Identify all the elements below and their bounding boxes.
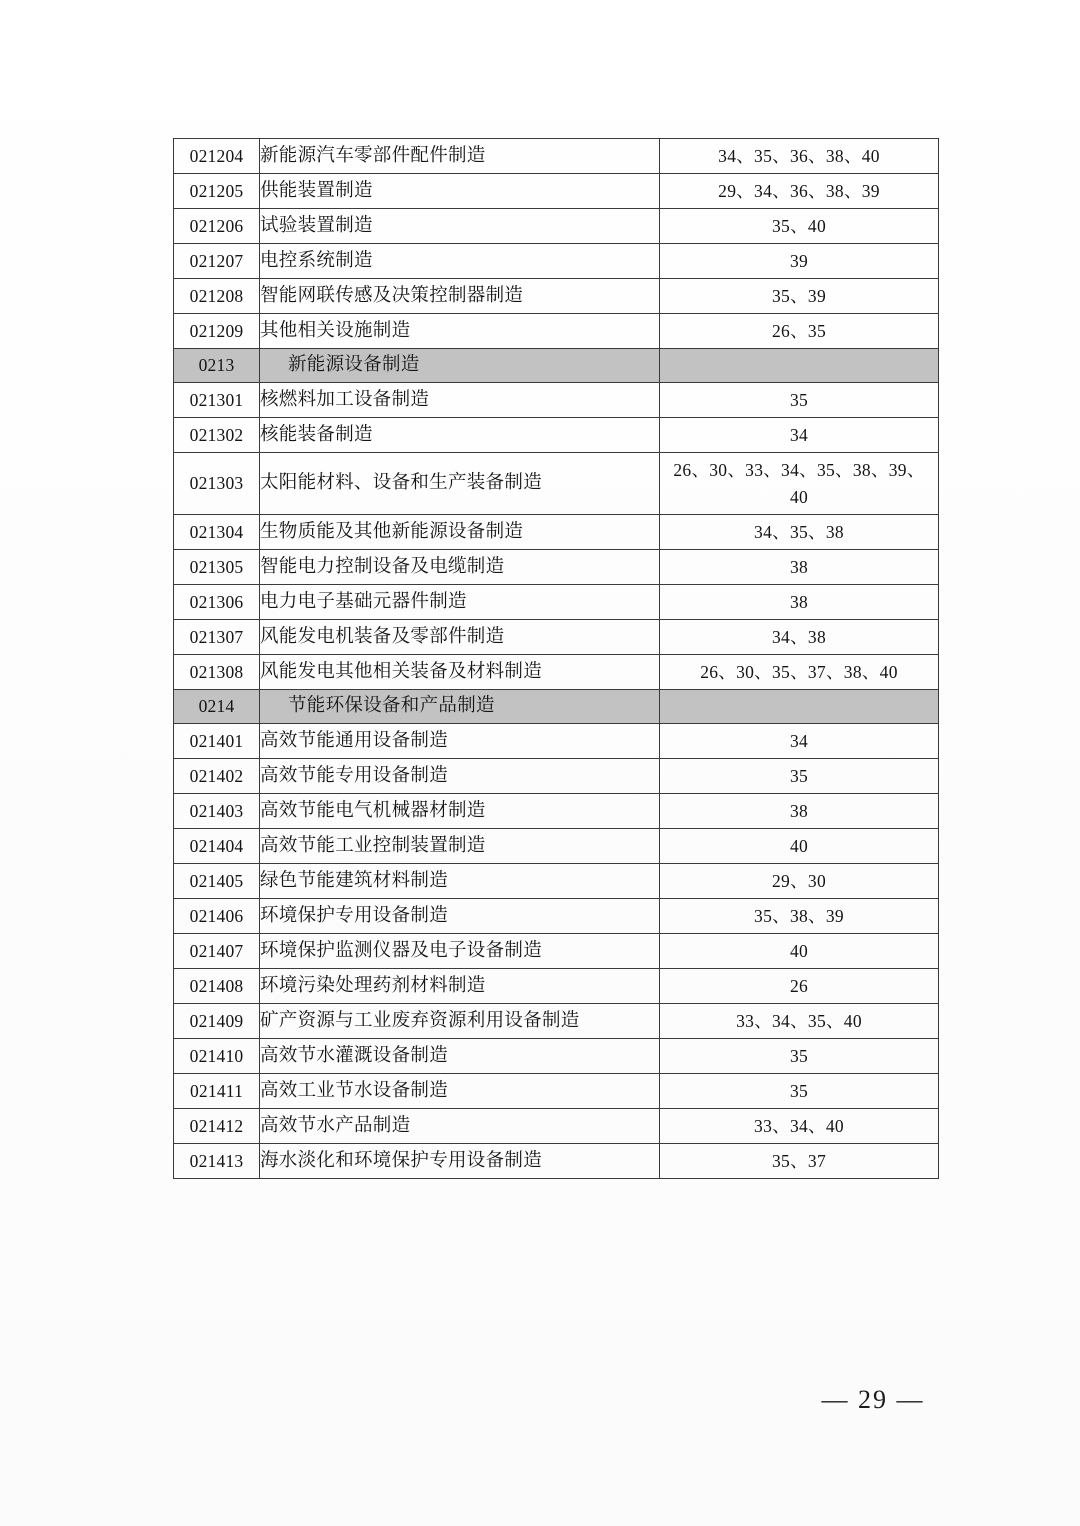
table-row (174, 209, 939, 244)
table-row (174, 1144, 939, 1179)
cell-tags: 34、35、38 (660, 515, 939, 550)
cell-tags: 35、37 (660, 1144, 939, 1179)
cell-name: 电力电子基础元器件制造 (260, 585, 660, 620)
cell-tags: 34、35、36、38、40 (660, 139, 939, 174)
cell-name: 环境污染处理药剂材料制造 (260, 969, 660, 1004)
table-row (174, 453, 939, 515)
cell-code: 021410 (174, 1039, 260, 1074)
cell-code: 021205 (174, 174, 260, 209)
page-footer (0, 1385, 1080, 1415)
cell-name: 风能发电机装备及零部件制造 (260, 620, 660, 655)
cell-code: 021207 (174, 244, 260, 279)
table-row (174, 759, 939, 794)
cell-tags: 38 (660, 585, 939, 620)
table-row (174, 550, 939, 585)
cell-code: 021307 (174, 620, 260, 655)
cell-code: 021301 (174, 383, 260, 418)
cell-code: 021305 (174, 550, 260, 585)
table-row (174, 418, 939, 453)
table-row (174, 1039, 939, 1074)
table-section-header-row (174, 349, 939, 383)
page-number-label: — 29 — (821, 1385, 925, 1414)
table-row (174, 515, 939, 550)
table-row (174, 829, 939, 864)
cell-tags: 38 (660, 794, 939, 829)
cell-tags: 40 (660, 934, 939, 969)
table-row (174, 585, 939, 620)
cell-code: 021303 (174, 453, 260, 515)
cell-tags: 35 (660, 1074, 939, 1109)
table-row (174, 934, 939, 969)
cell-code: 021302 (174, 418, 260, 453)
cell-tags: 35、38、39 (660, 899, 939, 934)
table-row (174, 139, 939, 174)
cell-code: 021204 (174, 139, 260, 174)
table-row (174, 724, 939, 759)
cell-code: 021402 (174, 759, 260, 794)
cell-tags: 35、40 (660, 209, 939, 244)
cell-name: 其他相关设施制造 (260, 314, 660, 349)
cell-tags: 26 (660, 969, 939, 1004)
cell-name: 太阳能材料、设备和生产装备制造 (260, 453, 660, 515)
cell-code: 021206 (174, 209, 260, 244)
table-row (174, 244, 939, 279)
cell-code: 021209 (174, 314, 260, 349)
table-row (174, 383, 939, 418)
cell-name: 试验装置制造 (260, 209, 660, 244)
cell-tags (660, 690, 939, 724)
cell-tags: 35 (660, 383, 939, 418)
cell-code: 021405 (174, 864, 260, 899)
table-section-header-row (174, 690, 939, 724)
cell-name: 高效节能工业控制装置制造 (260, 829, 660, 864)
cell-code: 021412 (174, 1109, 260, 1144)
cell-name: 高效节能专用设备制造 (260, 759, 660, 794)
table-row (174, 1109, 939, 1144)
cell-tags: 35 (660, 1039, 939, 1074)
cell-tags: 38 (660, 550, 939, 585)
cell-name: 供能装置制造 (260, 174, 660, 209)
table-row (174, 174, 939, 209)
cell-name: 新能源设备制造 (260, 349, 660, 383)
table-row (174, 794, 939, 829)
cell-code: 021408 (174, 969, 260, 1004)
industry-classification-table (173, 138, 939, 1179)
table-row (174, 1004, 939, 1039)
cell-name: 电控系统制造 (260, 244, 660, 279)
cell-code: 021401 (174, 724, 260, 759)
cell-code: 0213 (174, 349, 260, 383)
cell-code: 021304 (174, 515, 260, 550)
cell-tags (660, 349, 939, 383)
cell-name: 高效节水灌溉设备制造 (260, 1039, 660, 1074)
cell-name: 高效节水产品制造 (260, 1109, 660, 1144)
cell-tags: 39 (660, 244, 939, 279)
table-row (174, 279, 939, 314)
cell-code: 021208 (174, 279, 260, 314)
cell-name: 环境保护监测仪器及电子设备制造 (260, 934, 660, 969)
cell-name: 环境保护专用设备制造 (260, 899, 660, 934)
cell-name: 矿产资源与工业废弃资源利用设备制造 (260, 1004, 660, 1039)
cell-code: 021306 (174, 585, 260, 620)
cell-code: 021413 (174, 1144, 260, 1179)
table-row (174, 620, 939, 655)
table-row (174, 314, 939, 349)
cell-tags: 26、30、33、34、35、38、39、40 (660, 453, 939, 515)
cell-code: 021411 (174, 1074, 260, 1109)
cell-tags: 40 (660, 829, 939, 864)
cell-name: 绿色节能建筑材料制造 (260, 864, 660, 899)
table-row (174, 655, 939, 690)
cell-tags: 35、39 (660, 279, 939, 314)
cell-name: 生物质能及其他新能源设备制造 (260, 515, 660, 550)
cell-name: 新能源汽车零部件配件制造 (260, 139, 660, 174)
cell-name: 核能装备制造 (260, 418, 660, 453)
cell-tags: 29、34、36、38、39 (660, 174, 939, 209)
cell-name: 核燃料加工设备制造 (260, 383, 660, 418)
cell-code: 0214 (174, 690, 260, 724)
cell-tags: 35 (660, 759, 939, 794)
cell-code: 021409 (174, 1004, 260, 1039)
cell-code: 021404 (174, 829, 260, 864)
table-row (174, 969, 939, 1004)
cell-name: 智能网联传感及决策控制器制造 (260, 279, 660, 314)
cell-tags: 26、35 (660, 314, 939, 349)
cell-tags: 29、30 (660, 864, 939, 899)
cell-tags: 34 (660, 724, 939, 759)
cell-name: 高效节能电气机械器材制造 (260, 794, 660, 829)
cell-code: 021403 (174, 794, 260, 829)
cell-code: 021406 (174, 899, 260, 934)
cell-code: 021308 (174, 655, 260, 690)
cell-name: 高效工业节水设备制造 (260, 1074, 660, 1109)
cell-tags: 33、34、40 (660, 1109, 939, 1144)
cell-name: 智能电力控制设备及电缆制造 (260, 550, 660, 585)
table-body (174, 139, 939, 1179)
cell-tags: 34 (660, 418, 939, 453)
table-row (174, 1074, 939, 1109)
cell-name: 高效节能通用设备制造 (260, 724, 660, 759)
cell-tags: 26、30、35、37、38、40 (660, 655, 939, 690)
table-row (174, 864, 939, 899)
cell-tags: 34、38 (660, 620, 939, 655)
cell-code: 021407 (174, 934, 260, 969)
cell-name: 海水淡化和环境保护专用设备制造 (260, 1144, 660, 1179)
cell-name: 节能环保设备和产品制造 (260, 690, 660, 724)
cell-tags: 33、34、35、40 (660, 1004, 939, 1039)
cell-name: 风能发电其他相关装备及材料制造 (260, 655, 660, 690)
table-row (174, 899, 939, 934)
